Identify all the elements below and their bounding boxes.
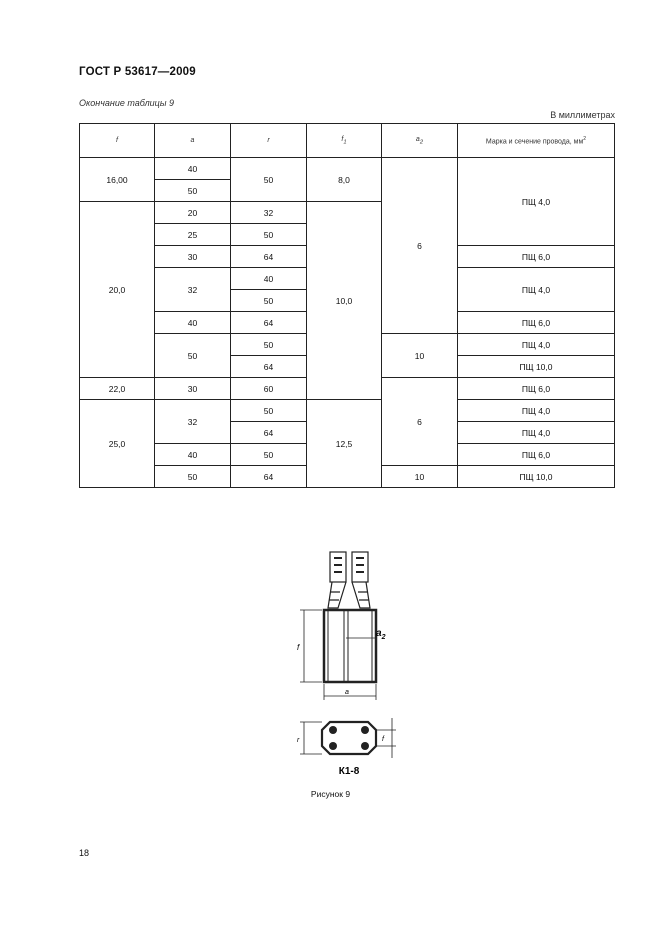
cell: 22,0	[80, 378, 155, 400]
cell: 60	[231, 378, 307, 400]
cell: 64	[231, 246, 307, 268]
dimension-a	[324, 684, 376, 700]
cell: 64	[231, 422, 307, 444]
cell: 50	[231, 444, 307, 466]
cell: 50	[155, 466, 231, 488]
cell: 50	[231, 400, 307, 422]
cell: 40	[155, 444, 231, 466]
bottom-view	[297, 718, 396, 758]
cell: 50	[155, 334, 231, 378]
cell: 64	[231, 466, 307, 488]
cell: ПЩ 4,0	[458, 400, 615, 422]
cell: 40	[155, 158, 231, 180]
col-header-r: r	[231, 124, 307, 158]
cell: 40	[231, 268, 307, 290]
svg-text:a2: $a_2$	[376, 628, 386, 641]
document-header: ГОСТ Р 53617—2009	[79, 66, 196, 78]
table-units: В миллиметрах	[550, 110, 615, 120]
cell: 50	[231, 224, 307, 246]
cell: 50	[231, 290, 307, 312]
cell: ПЩ 6,0	[458, 444, 615, 466]
cell: 64	[231, 356, 307, 378]
table-row	[80, 158, 615, 180]
cell: ПЩ 4,0	[458, 158, 615, 246]
cell: 64	[231, 312, 307, 334]
capacitor-body	[324, 610, 376, 682]
figure-caption: Рисунок 9	[310, 789, 351, 799]
cell: 6	[382, 158, 458, 334]
cell: 50	[231, 334, 307, 356]
cell: 8,0	[307, 158, 382, 202]
cell: 20	[155, 202, 231, 224]
cell: ПЩ 6,0	[458, 312, 615, 334]
cell: ПЩ 4,0	[458, 422, 615, 444]
cell: ПЩ 10,0	[458, 356, 615, 378]
col-header-a: a	[155, 124, 231, 158]
col-header-wire: Марка и сечение провода, $мм^2$	[458, 124, 615, 158]
cell: 50	[155, 180, 231, 202]
svg-text:f: f	[382, 736, 384, 743]
cell: 32	[155, 400, 231, 444]
svg-text:a: a	[345, 689, 349, 696]
cell: ПЩ 6,0	[458, 378, 615, 400]
cell: ПЩ 4,0	[458, 268, 615, 312]
cell: 25	[155, 224, 231, 246]
col-header-a2: $a_2$	[382, 124, 458, 158]
col-header-f: f	[80, 124, 155, 158]
cell: 10	[382, 334, 458, 378]
svg-text:f: f	[297, 643, 300, 652]
cell: 12,5	[307, 400, 382, 488]
lead-tab-right	[352, 552, 370, 608]
figure-9-drawing	[292, 548, 402, 778]
dimension-f	[297, 610, 322, 682]
cell: 25,0	[80, 400, 155, 488]
cell: 10,0	[307, 202, 382, 400]
cell: 30	[155, 378, 231, 400]
cell: 16,00	[80, 158, 155, 202]
cell: 30	[155, 246, 231, 268]
page-number: 18	[79, 848, 90, 858]
table-9	[79, 123, 615, 488]
cell: 32	[155, 268, 231, 312]
svg-text:r: r	[297, 737, 300, 744]
cell: 40	[155, 312, 231, 334]
lead-tab-left	[328, 552, 346, 608]
col-header-f1: $f_1$	[307, 124, 382, 158]
cell: ПЩ 6,0	[458, 246, 615, 268]
table-header-row	[80, 124, 615, 158]
cell: 10	[382, 466, 458, 488]
table-caption: Окончание таблицы 9	[79, 98, 174, 108]
cell: ПЩ 10,0	[458, 466, 615, 488]
cell: 32	[231, 202, 307, 224]
figure-label: К1-8	[338, 766, 360, 777]
cell: ПЩ 4,0	[458, 334, 615, 356]
cell: 6	[382, 378, 458, 466]
cell: 50	[231, 158, 307, 202]
cell: 20,0	[80, 202, 155, 378]
table-row	[80, 400, 615, 422]
